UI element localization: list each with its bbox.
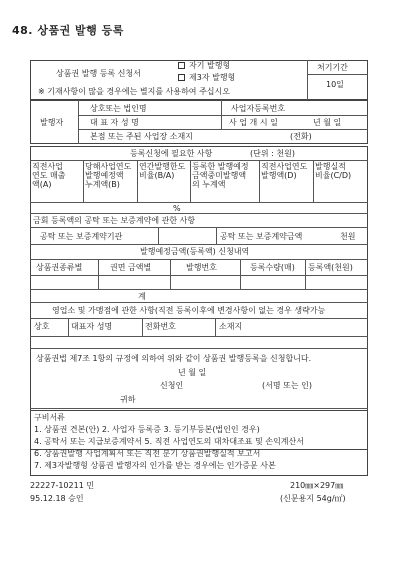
form-title: 48. 상품권 발행 등록: [12, 24, 124, 37]
note-text: ※ 기재사항이 많을 경우에는 별지를 사용하여 주십시오: [38, 87, 230, 96]
detail-col-amount: 등록액(천원): [308, 263, 353, 272]
percent-mark: %: [173, 204, 181, 213]
branch-col-name: 상호: [34, 322, 50, 331]
col-unissued-total: 등록한 발행예정 금액중미발행액 의 누계액: [192, 162, 249, 190]
signature-label: (서명 또는 인): [262, 381, 312, 390]
branch-col-address: 소재지: [219, 322, 243, 331]
documents-line-2: 4. 공탁서 또는 지급보증계약서 5. 직전 사업연도의 대차대조표 및 손익계산서: [34, 437, 304, 446]
phone-label: (전화): [290, 132, 312, 141]
documents-title: 구비서류: [34, 413, 65, 422]
applicant-label: 신청인: [160, 381, 184, 390]
branch-col-rep: 대표자 성명: [71, 322, 113, 331]
rep-name-label: 대 표 자 성 명: [90, 118, 139, 127]
registration-table: [30, 146, 368, 450]
deposit-amount-unit: 천원: [340, 232, 356, 241]
branch-col-phone: 전화번호: [145, 322, 176, 331]
declaration-date: 년 월 일: [178, 368, 207, 377]
deposit-institution-label: 공탁 또는 보증계약기관: [40, 232, 123, 241]
detail-col-face-value: 권면 금액별: [110, 263, 152, 272]
form-code: 22227-10211 민: [30, 481, 95, 490]
address-label: 본점 또는 주된 사업장 소재지: [90, 132, 193, 141]
detail-col-type: 상품권종류별: [36, 263, 83, 272]
third-party-label: 제3자 발행형: [189, 73, 236, 82]
documents-line-1: 1. 상품권 견본(안) 2. 사업자 등록증 3. 등기부등본(법인인 경우): [34, 425, 260, 434]
detail-total-label: 계: [138, 292, 146, 301]
biz-reg-no-label: 사업자등록번호: [231, 104, 286, 113]
deposit-title: 금회 등록액의 공탁 또는 보증계약에 관한 사항: [33, 216, 196, 225]
detail-col-qty: 등록수량(매): [250, 263, 295, 272]
processing-period-label: 처기기간: [317, 63, 348, 72]
documents-line-3: 6. 상품권발행 사업계획서 또는 직전 분기 상품권발행실적 보고서: [34, 449, 261, 458]
processing-period-value: 10일: [326, 80, 344, 89]
approval-date: 95.12.18 승인: [30, 494, 84, 503]
corp-name-label: 상호또는 법인명: [90, 104, 147, 113]
application-title: 상품권 발행 등록 신청서: [56, 69, 141, 78]
paper-type: (신문용지 54g/㎡): [280, 494, 346, 503]
col-planned-total: 당해사업연도 발행예정액 누계액(B): [85, 162, 132, 190]
paper-size: 210㎜×297㎜: [290, 481, 344, 490]
deposit-amount-label: 공탁 또는 보증계약금액: [220, 232, 303, 241]
col-limit-ratio: 연간발행한도 비율(B/A): [139, 162, 186, 181]
recipient-label: 귀하: [120, 395, 136, 404]
required-items-title: 등록신청에 필요한 사항: [130, 149, 213, 158]
col-prev-sales: 직전사업 연도 매출 액(A): [32, 162, 66, 190]
detail-title: 발행예정금액(등록액) 신청내역: [140, 247, 250, 256]
self-issue-label: 자기 발행형: [189, 61, 231, 70]
col-prev-issued: 직전사업연도 발행액(D): [261, 162, 308, 181]
issuer-label: 발행자: [40, 118, 64, 127]
third-party-checkbox[interactable]: [178, 74, 185, 81]
declaration-text: 상품권법 제7조 1항의 규정에 의하여 위와 같이 상품권 발행등록을 신청합니다.: [36, 354, 312, 363]
start-date-label: 사 업 개 시 일: [229, 118, 278, 127]
branch-title: 영업소 및 가맹점에 관한 사항(직전 등록이후에 변경사항이 없는 경우 생략가능: [52, 306, 326, 315]
col-issue-ratio: 발행실적 비율(C/D): [315, 162, 352, 181]
detail-col-serial: 발행번호: [186, 263, 217, 272]
documents-line-4: 7. 제3자발행형 상품권 발행자의 인가를 받는 경우에는 인가증문 사본: [34, 461, 276, 470]
self-issue-checkbox[interactable]: [178, 62, 185, 69]
start-date-format: 년 월 일: [313, 118, 342, 127]
required-items-unit: (단위 : 천원): [250, 149, 295, 158]
